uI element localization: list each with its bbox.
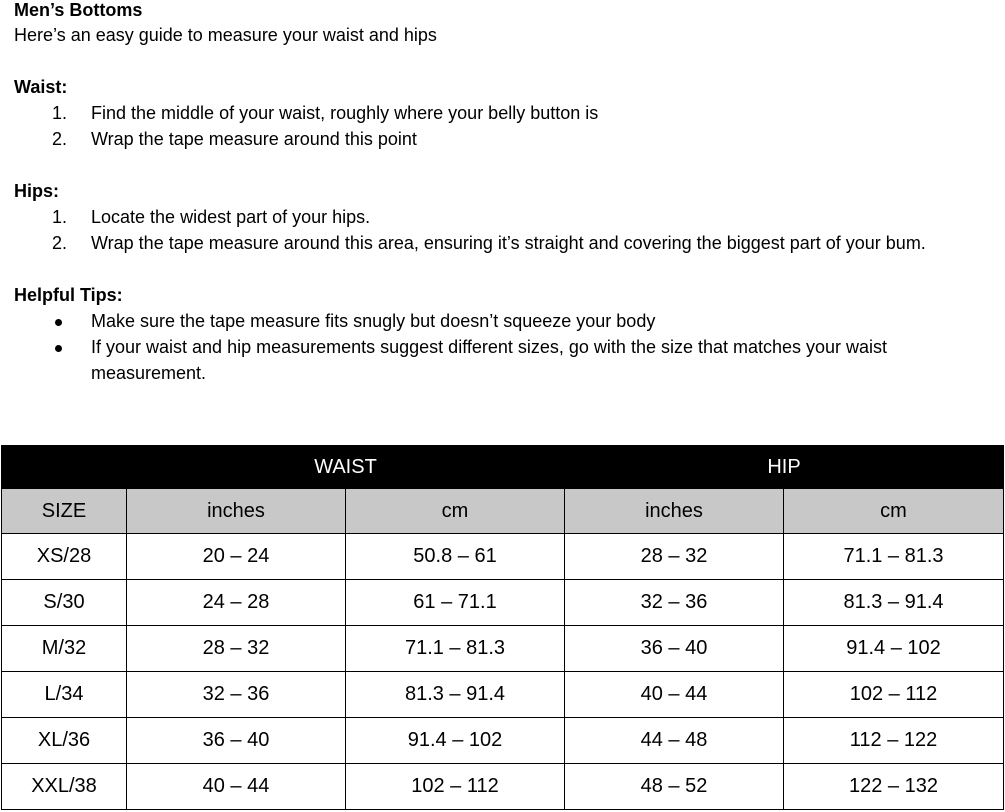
table-row	[2, 626, 1004, 672]
hips-steps	[14, 204, 999, 256]
waist-cm-cell: 102 – 112	[346, 764, 565, 810]
hip-cm-cell: 112 – 122	[784, 718, 1004, 764]
waist-inches-cell: 40 – 44	[127, 764, 346, 810]
page-title: Men’s Bottoms	[14, 0, 143, 20]
hip-group-header: HIP	[565, 446, 1004, 489]
table-row	[2, 580, 1004, 626]
waist-cm-header: cm	[346, 489, 565, 534]
step-text: Locate the widest part of your hips.	[91, 207, 371, 227]
tips-heading: Helpful Tips:	[14, 285, 123, 305]
table-row	[2, 672, 1004, 718]
hip-inches-cell: 32 – 36	[565, 580, 784, 626]
intro-text: Here’s an easy guide to measure your waist and hips	[14, 25, 437, 45]
size-cell: L/34	[2, 672, 127, 718]
list-item	[14, 230, 999, 256]
waist-cm-cell: 91.4 – 102	[346, 718, 565, 764]
measurement-guide	[14, 0, 999, 386]
hip-cm-cell: 102 – 112	[784, 672, 1004, 718]
size-cell: S/30	[2, 580, 127, 626]
list-item	[14, 334, 999, 386]
waist-group-header: WAIST	[127, 446, 565, 489]
hips-heading: Hips:	[14, 181, 59, 201]
hip-cm-cell: 122 – 132	[784, 764, 1004, 810]
table-row	[2, 764, 1004, 810]
list-marker: 2.	[52, 233, 68, 253]
tip-text: If your waist and hip measurements suggest different sizes, go with the size that matches your waist measurement.	[91, 337, 888, 383]
waist-heading: Waist:	[14, 77, 68, 97]
tips-list	[14, 308, 999, 386]
hip-inches-cell: 48 – 52	[565, 764, 784, 810]
step-text: Wrap the tape measure around this area, ensuring it’s straight and covering the biggest part of your bum.	[91, 233, 926, 253]
list-item	[14, 126, 999, 152]
hip-inches-cell: 28 – 32	[565, 534, 784, 580]
hip-cm-cell: 81.3 – 91.4	[784, 580, 1004, 626]
waist-cm-cell: 81.3 – 91.4	[346, 672, 565, 718]
list-marker: 1.	[52, 207, 68, 227]
list-marker: 2.	[52, 129, 68, 149]
list-marker: 1.	[52, 103, 68, 123]
size-cell: XXL/38	[2, 764, 127, 810]
empty-header-cell	[2, 446, 127, 489]
hip-cm-cell: 91.4 – 102	[784, 626, 1004, 672]
table-row	[2, 718, 1004, 764]
hip-inches-cell: 36 – 40	[565, 626, 784, 672]
waist-cm-cell: 50.8 – 61	[346, 534, 565, 580]
waist-inches-cell: 20 – 24	[127, 534, 346, 580]
waist-steps	[14, 100, 999, 152]
size-cell: XS/28	[2, 534, 127, 580]
hip-inches-header: inches	[565, 489, 784, 534]
tip-text: Make sure the tape measure fits snugly but doesn’t squeeze your body	[91, 311, 656, 331]
waist-cm-cell: 71.1 – 81.3	[346, 626, 565, 672]
bullet-icon	[55, 319, 62, 326]
table-row	[2, 534, 1004, 580]
size-chart-table	[1, 445, 1004, 810]
list-item	[14, 204, 999, 230]
waist-inches-cell: 32 – 36	[127, 672, 346, 718]
bullet-icon	[55, 345, 62, 352]
tips-section	[14, 282, 999, 386]
table-column-header	[2, 489, 1004, 534]
size-column-header: SIZE	[2, 489, 127, 534]
size-cell: M/32	[2, 626, 127, 672]
waist-inches-header: inches	[127, 489, 346, 534]
hip-cm-header: cm	[784, 489, 1004, 534]
waist-inches-cell: 24 – 28	[127, 580, 346, 626]
hip-inches-cell: 40 – 44	[565, 672, 784, 718]
list-item	[14, 308, 999, 334]
hips-section	[14, 178, 999, 256]
waist-inches-cell: 28 – 32	[127, 626, 346, 672]
list-item	[14, 100, 999, 126]
waist-section	[14, 74, 999, 152]
table-group-header	[2, 446, 1004, 489]
hip-cm-cell: 71.1 – 81.3	[784, 534, 1004, 580]
hip-inches-cell: 44 – 48	[565, 718, 784, 764]
waist-inches-cell: 36 – 40	[127, 718, 346, 764]
step-text: Find the middle of your waist, roughly where your belly button is	[91, 103, 599, 123]
step-text: Wrap the tape measure around this point	[91, 129, 417, 149]
waist-cm-cell: 61 – 71.1	[346, 580, 565, 626]
size-cell: XL/36	[2, 718, 127, 764]
